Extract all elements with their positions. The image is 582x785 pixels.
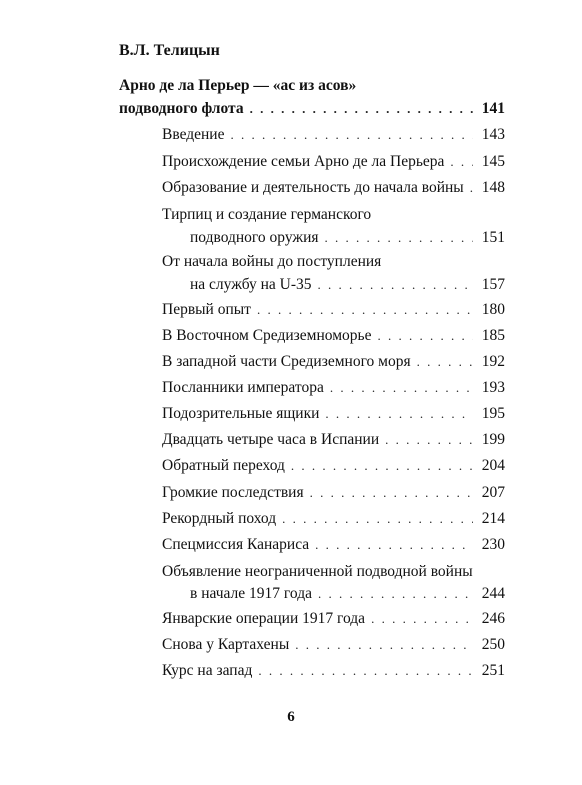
chapter-title-line2: подводного флота (119, 100, 244, 117)
entry-page: 250 (481, 636, 505, 653)
toc-entry-row (0, 153, 582, 171)
dot-leader (325, 406, 473, 422)
entry-title: Обратный переход (162, 457, 285, 474)
toc-entry-row (0, 229, 582, 247)
dot-leader (291, 458, 473, 474)
toc-entry-row (0, 179, 582, 197)
entry-page: 251 (481, 662, 505, 679)
toc-entry-row (0, 353, 582, 371)
entry-title-line1: Тирпиц и создание германского (162, 206, 372, 223)
entry-page: 195 (481, 405, 505, 422)
entry-title: Первый опыт (162, 301, 251, 318)
entry-title: Спецмиссия Канариса (162, 536, 310, 553)
entry-title: В Восточном Средиземноморье (162, 327, 372, 344)
entry-page: 204 (481, 457, 505, 474)
dot-leader (315, 537, 473, 553)
entry-page: 207 (481, 484, 505, 501)
entry-title-line1: Объявление неограниченной подводной войны (162, 563, 473, 580)
toc-chapter-row (0, 100, 582, 118)
toc-entry-row (0, 327, 582, 345)
toc-entry-row (0, 301, 582, 319)
entry-title: Громкие последствия (162, 484, 304, 501)
dot-leader (257, 302, 473, 318)
toc-entry-row (0, 276, 582, 294)
entry-title: В западной части Средиземного моря (162, 353, 411, 370)
dot-leader (330, 380, 473, 396)
entry-page: 185 (481, 327, 505, 344)
dot-leader (282, 511, 473, 527)
entry-title: Рекордный поход (162, 510, 277, 527)
chapter-title-line1: Арно де ла Перьер — «ас из асов» (119, 77, 357, 94)
toc-entry-row (0, 610, 582, 628)
toc-entry-row (0, 636, 582, 654)
entry-page: 193 (481, 379, 505, 396)
entry-page: 214 (481, 510, 505, 527)
dot-leader (250, 101, 473, 117)
toc-entry-row (0, 484, 582, 502)
page-number: 6 (287, 709, 295, 725)
dot-leader (450, 154, 473, 170)
entry-page: 230 (481, 536, 505, 553)
entry-title: Январские операции 1917 года (162, 610, 366, 627)
entry-page: 244 (481, 585, 505, 602)
toc-entry-row (0, 431, 582, 449)
toc-entry-row (0, 405, 582, 423)
entry-title-line1: От начала войны до поступления (162, 253, 382, 270)
entry-title: подводного оружия (190, 229, 319, 246)
entry-title: Происхождение семьи Арно де ла Перьера (162, 153, 445, 170)
entry-page: 151 (481, 229, 505, 246)
toc-entry-row (0, 510, 582, 528)
entry-page: 143 (481, 126, 505, 143)
toc-entry-row (0, 585, 582, 603)
dot-leader (318, 586, 473, 602)
toc-entry-row (0, 457, 582, 475)
dot-leader (310, 485, 473, 501)
dot-leader (371, 611, 473, 627)
entry-title: Снова у Картахены (162, 636, 290, 653)
entry-title: Двадцать четыре часа в Испании (162, 431, 380, 448)
entry-page: 148 (481, 179, 505, 196)
dot-leader (385, 432, 473, 448)
entry-title: Посланники императора (162, 379, 324, 396)
toc-entry-row (0, 379, 582, 397)
toc-entry-row (0, 662, 582, 680)
entry-title: на службу на U-35 (190, 276, 312, 293)
dot-leader (258, 663, 473, 679)
entry-title: в начале 1917 года (190, 585, 312, 602)
entry-page: 246 (481, 610, 505, 627)
toc-entry-row (0, 536, 582, 554)
dot-leader (417, 354, 473, 370)
entry-page: 192 (481, 353, 505, 370)
dot-leader (325, 230, 473, 246)
dot-leader (377, 328, 473, 344)
running-header-author: В.Л. Телицын (119, 42, 220, 59)
dot-leader (295, 637, 473, 653)
entry-title: Подозрительные ящики (162, 405, 320, 422)
dot-leader (230, 127, 473, 143)
toc-entry-row (0, 126, 582, 144)
entry-title: Курс на запад (162, 662, 253, 679)
entry-page: 180 (481, 301, 505, 318)
entry-title: Образование и деятельность до начала войны (162, 179, 464, 196)
dot-leader (318, 277, 473, 293)
entry-title: Введение (162, 126, 225, 143)
dot-leader (470, 180, 473, 196)
entry-page: 157 (481, 276, 505, 293)
entry-page: 145 (481, 153, 505, 170)
chapter-page: 141 (481, 100, 505, 117)
entry-page: 199 (481, 431, 505, 448)
